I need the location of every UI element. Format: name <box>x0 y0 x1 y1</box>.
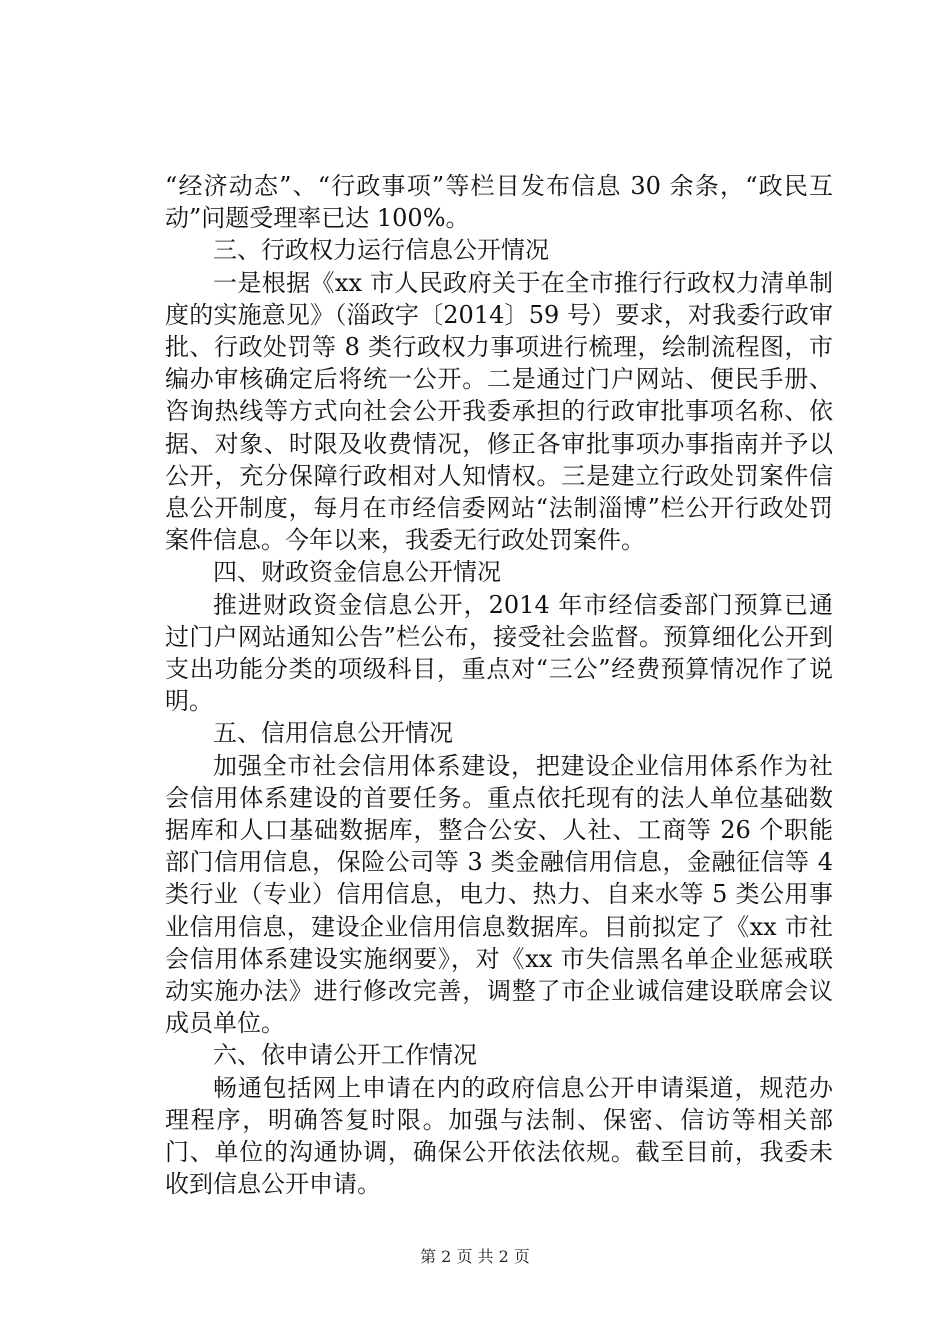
paragraph-continued: “经济动态”、“行政事项”等栏目发布信息 30 余条，“政民互动”问题受理率已达 100%。 <box>165 172 833 233</box>
section-heading-3: 三、行政权力运行信息公开情况 <box>213 236 549 265</box>
paragraph-application: 畅通包括网上申请在内的政府信息公开申请渠道，规范办理程序，明确答复时限。加强与法制、保密、信访等相关部门、单位的沟通协调，确保公开依法依规。截至目前，我委未收到信息公开申请。 <box>165 1073 833 1199</box>
paragraph-credit: 加强全市社会信用体系建设，把建设企业信用体系作为社会信用体系建设的首要任务。重点依托现有的法人单位基础数据库和人口基础数据库，整合公安、人社、工商等 26 个职能部门信用信息，保险公司等 3 类金融信用信息，金融征信等 4 类行业（专业）信用信息，电力、热力、自来水等 5 类公用事业信用信息，建设企业信用信息数据库。目前拟定了《xx 市社会信用体系建设实施纲要》，对《xx 市失信黑名单企业惩戒联动实施办法》进行修改完善，调整了市企业诚信建设联席会议成员单位。 <box>165 751 833 1038</box>
paragraph-admin-power: 一是根据《xx 市人民政府关于在全市推行行政权力清单制度的实施意见》（淄政字〔2014〕59 号）要求，对我委行政审批、行政处罚等 8 类行政权力事项进行梳理，绘制流程图，市编办审核确定后将统一公开。二是通过门户网站、便民手册、咨询热线等方式向社会公开我委承担的行政审批事项名称、依据、对象、时限及收费情况，修正各审批事项办事指南并予以公开，充分保障行政相对人知情权。三是建立行政处罚案件信息公开制度，每月在市经信委网站“法制淄博”栏公开行政处罚案件信息。今年以来，我委无行政处罚案件。 <box>165 268 833 555</box>
section-heading-5: 五、信用信息公开情况 <box>213 719 453 748</box>
page-number-footer: 第 2 页 共 2 页 <box>420 1247 530 1266</box>
document-body <box>165 170 833 1201</box>
section-heading-6: 六、依申请公开工作情况 <box>213 1041 477 1070</box>
paragraph-finance: 推进财政资金信息公开，2014 年市经信委部门预算已通过门户网站通知公告”栏公布，接受社会监督。预算细化公开到支出功能分类的项级科目，重点对“三公”经费预算情况作了说明。 <box>165 590 833 716</box>
section-heading-4: 四、财政资金信息公开情况 <box>213 558 501 587</box>
